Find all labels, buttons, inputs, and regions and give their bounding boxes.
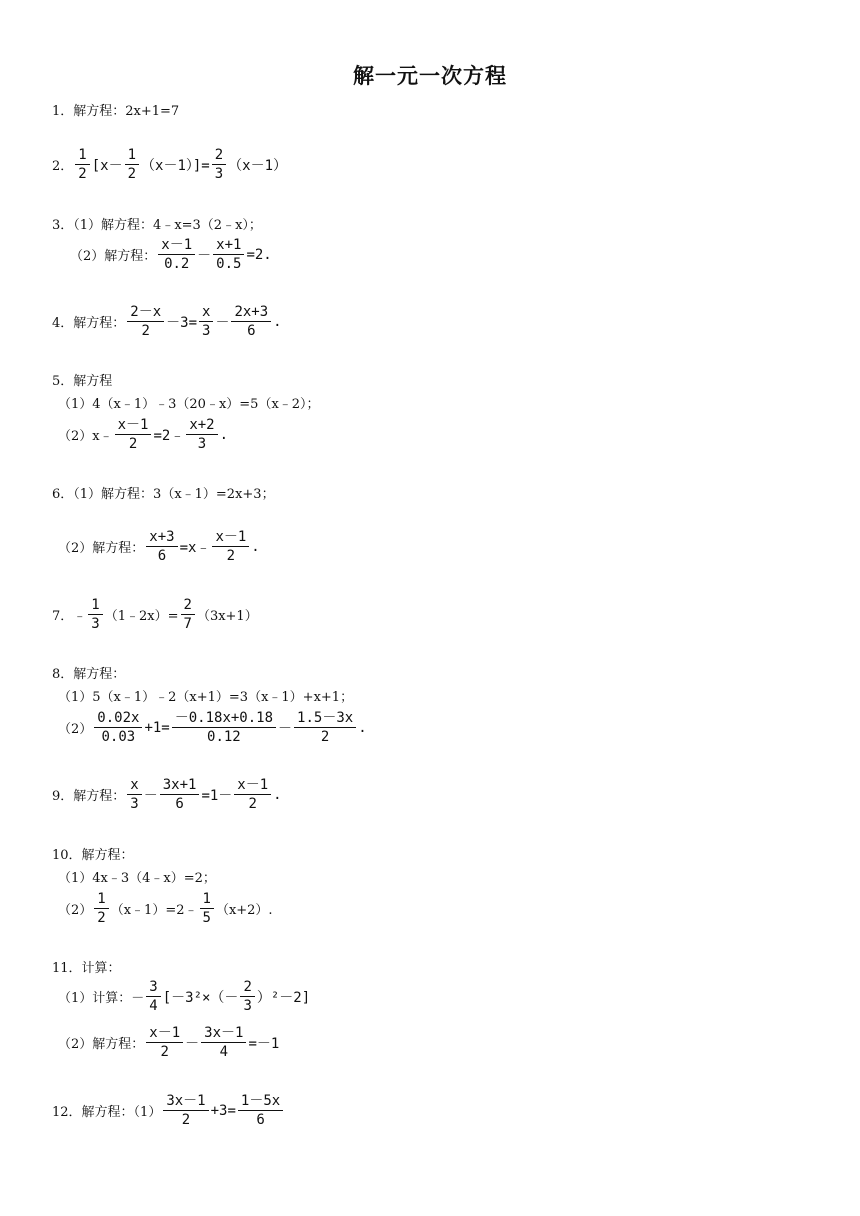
denominator: 2 [141,323,150,339]
denominator: 2 [78,166,87,182]
problem-text: 5．解方程 [52,374,113,389]
denominator: 2 [181,1112,191,1128]
numerator: 2 [240,978,254,997]
denominator: 6 [247,323,256,339]
expression: － [185,1035,200,1052]
numerator: 1.5－3x [294,709,356,728]
problem-11-part-2 [58,1024,279,1061]
expression: . [273,786,282,803]
denominator: 6 [157,548,167,564]
denominator: 5 [202,910,211,926]
numerator: 3 [146,978,160,997]
problem-12 [52,1092,285,1129]
denominator: 3 [214,166,224,182]
problem-10-part-1 [58,867,216,886]
problem-9 [52,776,282,813]
numerator: 1 [75,146,89,165]
problem-text: 7．﹣ [52,609,87,624]
expression: [x－ [91,157,123,174]
fraction [146,528,177,565]
problem-4 [52,303,282,340]
numerator: x [199,303,213,322]
problem-8-part-2 [58,709,367,746]
denominator: 0.5 [216,256,242,272]
numerator: 2x+3 [231,303,271,322]
fraction [125,146,139,183]
numerator: x－1 [212,528,249,547]
problem-2 [52,146,287,183]
problem-1 [52,100,179,119]
denominator: 2 [128,436,138,452]
denominator: 3 [130,796,139,812]
fraction [212,146,226,183]
numerator: 1－5x [238,1092,283,1111]
expression: ）²－2] [256,989,311,1006]
problem-text: 3．（1）解方程：4﹣x=3（2﹣x）； [52,218,262,233]
problem-text: （2）解方程： [58,541,145,556]
problem-text: 6．（1）解方程：3（x﹣1）=2x+3； [52,487,275,502]
fraction [115,416,152,453]
fraction [172,709,276,746]
denominator: 7 [183,616,192,632]
numerator: x－1 [158,236,195,255]
fraction [160,776,200,813]
denominator: 6 [175,796,184,812]
problem-text: （1）4x﹣3（4﹣x）=2； [58,871,216,886]
problem-5-heading [52,370,112,389]
denominator: 3 [243,998,252,1014]
expression: =x﹣ [179,539,211,556]
fraction [94,890,108,927]
fraction [94,709,142,746]
expression: （x+2）. [215,903,273,918]
expression: =－1 [248,1035,280,1052]
problem-text: 9．解方程： [52,789,126,804]
fraction [158,236,195,273]
numerator: x－1 [234,776,271,795]
numerator: x+2 [186,416,217,435]
fraction [146,1024,183,1061]
numerator: x－1 [146,1024,183,1043]
problem-8-part-1 [58,686,353,705]
expression: （x－1）]= [141,157,210,174]
denominator: 3 [91,616,100,632]
problem-3-part-2 [70,236,272,273]
fraction [127,303,164,340]
expression: . [358,719,367,736]
denominator: 0.03 [101,729,136,745]
denominator: 4 [219,1044,228,1060]
numerator: 1 [200,890,214,909]
denominator: 6 [256,1112,265,1128]
fraction [127,776,141,813]
fraction [181,596,195,633]
fraction [234,776,271,813]
problem-text: （2）解方程： [70,249,157,264]
denominator: 2 [320,729,330,745]
denominator: 2 [97,910,106,926]
expression: +1= [144,719,170,736]
page-title: 解一元一次方程 [353,64,507,88]
problem-text: 8．解方程： [52,667,126,682]
expression: . [273,313,282,330]
problem-text: （1）5（x﹣1）﹣2（x+1）=3（x﹣1）+x+1； [58,690,354,705]
numerator: x+1 [213,236,244,255]
numerator: x [127,776,141,795]
numerator: x－1 [115,416,152,435]
problem-10-part-2 [58,890,273,927]
fraction [200,890,214,927]
problem-text: （1）计算：－ [58,991,145,1006]
expression: －3= [166,314,197,331]
numerator: 1 [88,596,102,615]
problem-text: 11．计算： [52,961,121,976]
fraction [88,596,102,633]
problem-text: 4．解方程： [52,316,126,331]
fraction [163,1092,208,1129]
denominator: 4 [149,998,158,1014]
problem-text: 12．解方程：（1） [52,1105,162,1120]
numerator: 1 [94,890,108,909]
expression: － [143,787,158,804]
expression: [－3²×（－ [162,989,239,1006]
problem-number: 2． [52,159,74,174]
problem-text: （2）x﹣ [58,429,113,444]
numerator: x+3 [146,528,177,547]
denominator: 2 [127,166,137,182]
problem-5-part-2 [58,416,228,453]
problem-text: （1）4（x﹣1）﹣3（20﹣x）=5（x﹣2）； [58,397,320,412]
expression: － [215,314,230,331]
expression: － [278,720,293,737]
expression: . [219,426,229,443]
expression: =2﹣ [153,427,185,444]
denominator: 3 [202,323,211,339]
denominator: 2 [248,796,257,812]
denominator: 2 [160,1044,169,1060]
problem-text: （2） [58,722,93,737]
expression: （3x+1） [196,609,258,624]
fraction [294,709,356,746]
numerator: 3x+1 [160,776,200,795]
expression: （x﹣1）=2﹣ [110,903,198,918]
denominator: 2 [226,548,236,564]
expression: （x－1） [228,157,288,174]
problem-text: （2）解方程： [58,1037,145,1052]
problem-text: （2） [58,903,93,918]
denominator: 3 [197,436,207,452]
fraction [240,978,254,1015]
fraction [75,146,89,183]
problem-text: 10．解方程： [52,848,134,863]
fraction [199,303,213,340]
numerator: 2－x [127,303,164,322]
denominator: 0.2 [164,256,190,272]
problem-8-heading [52,663,125,682]
denominator: 0.12 [207,729,241,745]
fraction [201,1024,246,1061]
numerator: 0.02x [94,709,142,728]
problem-11-part-1 [58,978,310,1015]
fraction [212,528,249,565]
fraction [238,1092,283,1129]
expression: =2. [246,246,272,263]
expression: . [251,538,260,555]
expression: （1﹣2x）= [104,609,179,624]
numerator: －0.18x+0.18 [172,709,276,728]
problem-7 [52,596,258,633]
fraction [186,416,217,453]
numerator: 2 [181,596,195,615]
problem-11-heading [52,957,121,976]
numerator: 3x－1 [163,1092,208,1111]
fraction [213,236,244,273]
fraction [231,303,271,340]
problem-10-heading [52,844,134,863]
problem-6-part-2 [58,528,260,565]
expression: +3= [210,1102,236,1119]
numerator: 1 [125,146,139,165]
expression: =1－ [201,787,233,804]
problem-3-part-1 [52,214,262,233]
numerator: 2 [212,146,226,165]
problem-5-part-1 [58,393,320,412]
problem-6-part-1 [52,483,275,502]
numerator: 3x－1 [201,1024,246,1043]
expression: － [197,247,212,264]
problem-1-text: 1．解方程：2x+1=7 [52,104,180,119]
fraction [146,978,160,1015]
